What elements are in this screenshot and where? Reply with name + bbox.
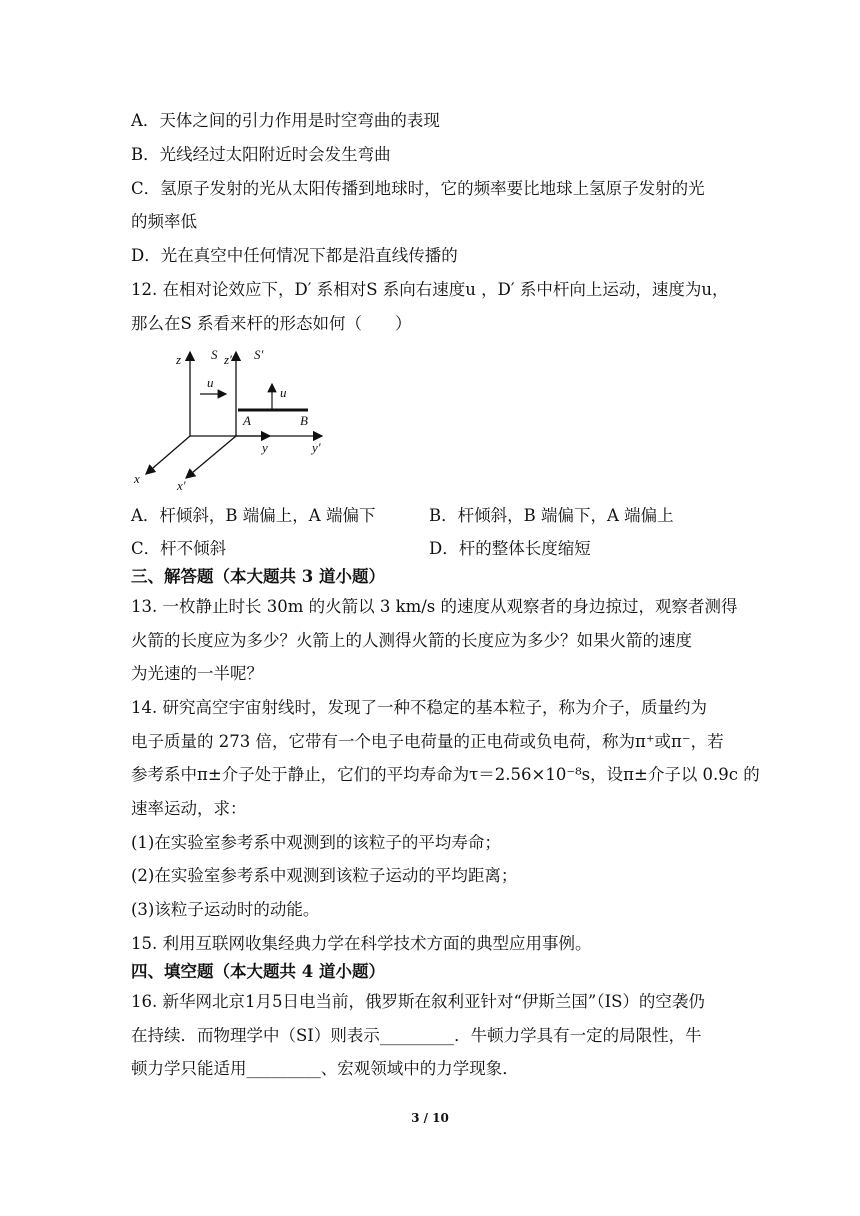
label-xp: x′ xyxy=(177,478,186,492)
q11-option-c-line1: C．氢原子发射的光从太阳传播到地球时，它的频率要比地球上氢原子发射的光 xyxy=(131,179,705,198)
q11-option-d: D．光在真空中任何情况下都是沿直线传播的 xyxy=(131,246,458,265)
q11-option-c-line2: 的频率低 xyxy=(131,212,197,231)
q12-option-c: C．杆不倾斜 xyxy=(131,539,227,558)
q14-line4: 速率运动，求： xyxy=(131,799,247,818)
label-x: x xyxy=(134,471,140,486)
q12-option-a: A．杆倾斜，B 端偏上，A 端偏下 xyxy=(131,506,376,525)
q12-option-b: B．杆倾斜，B 端偏下，A 端偏上 xyxy=(429,506,674,525)
q13-line2: 火箭的长度应为多少？火箭上的人测得火箭的长度应为多少？如果火箭的速度 xyxy=(131,631,692,650)
label-u-rod: u xyxy=(280,385,287,400)
sp-x-axis xyxy=(186,436,236,478)
page-number: 3 / 10 xyxy=(411,1111,449,1125)
section3-title: 三、解答题（本大题共 3 道小题） xyxy=(131,567,385,586)
q14-sub3: (3)该粒子运动时的动能。 xyxy=(131,900,320,919)
q15: 15. 利用互联网收集经典力学在科学技术方面的典型应用事例。 xyxy=(131,934,592,953)
q14-line3: 参考系中π±介子处于静止，它们的平均寿命为τ＝2.56×10⁻⁸s，设π±介子以 0.9c 的 xyxy=(131,765,760,784)
q16-line2: 在持续．而物理学中（SI）则表示_________．牛顿力学具有一定的局限性，牛 xyxy=(131,1026,702,1045)
label-z: z xyxy=(176,352,182,367)
q16-line1: 16. 新华网北京1月5日电当前，俄罗斯在叙利亚针对“伊斯兰国”（IS）的空袭仍 xyxy=(131,992,705,1011)
q11-option-b: B．光线经过太阳附近时会发生弯曲 xyxy=(131,145,391,164)
q13-line1: 13. 一枚静止时长 30m 的火箭以 3 km/s 的速度从观察者的身边掠过，观察者测得 xyxy=(131,597,738,616)
label-u-frame: u xyxy=(207,375,214,390)
label-s: S xyxy=(211,347,218,362)
s-x-axis xyxy=(146,436,190,474)
q13-line3: 为光速的一半呢？ xyxy=(131,664,263,683)
q14-sub2: (2)在实验室参考系中观测到该粒子运动的平均距离； xyxy=(131,866,518,885)
q12-stem-line2: 那么在S 系看来杆的形态如何（ ） xyxy=(131,314,412,333)
q14-line1: 14. 研究高空宇宙射线时，发现了一种不稳定的基本粒子，称为介子，质量约为 xyxy=(131,698,707,717)
label-sp: S′ xyxy=(254,347,264,362)
label-b: B xyxy=(300,413,308,428)
section4-title: 四、填空题（本大题共 4 道小题） xyxy=(131,962,385,981)
q12-stem-line1: 12. 在相对论效应下，D′ 系相对S 系向右速度u ，D′ 系中杆向上运动，速度为u， xyxy=(131,280,729,299)
q12-option-d: D．杆的整体长度缩短 xyxy=(429,539,591,558)
q14-sub1: (1)在实验室参考系中观测到的该粒子的平均寿命； xyxy=(131,833,501,852)
q11-option-a: A．天体之间的引力作用是时空弯曲的表现 xyxy=(131,111,440,130)
q16-line3: 顿力学只能适用_________、宏观领域中的力学现象． xyxy=(131,1059,519,1078)
label-yp: y′ xyxy=(312,440,321,455)
q14-line2: 电子质量的 273 倍，它带有一个电子电荷量的正电荷或负电荷，称为π⁺或π⁻，若 xyxy=(131,732,724,751)
label-zp: z′ xyxy=(224,352,232,367)
label-y: y xyxy=(262,440,268,455)
label-a: A xyxy=(243,413,251,428)
relativity-figure xyxy=(130,342,330,492)
